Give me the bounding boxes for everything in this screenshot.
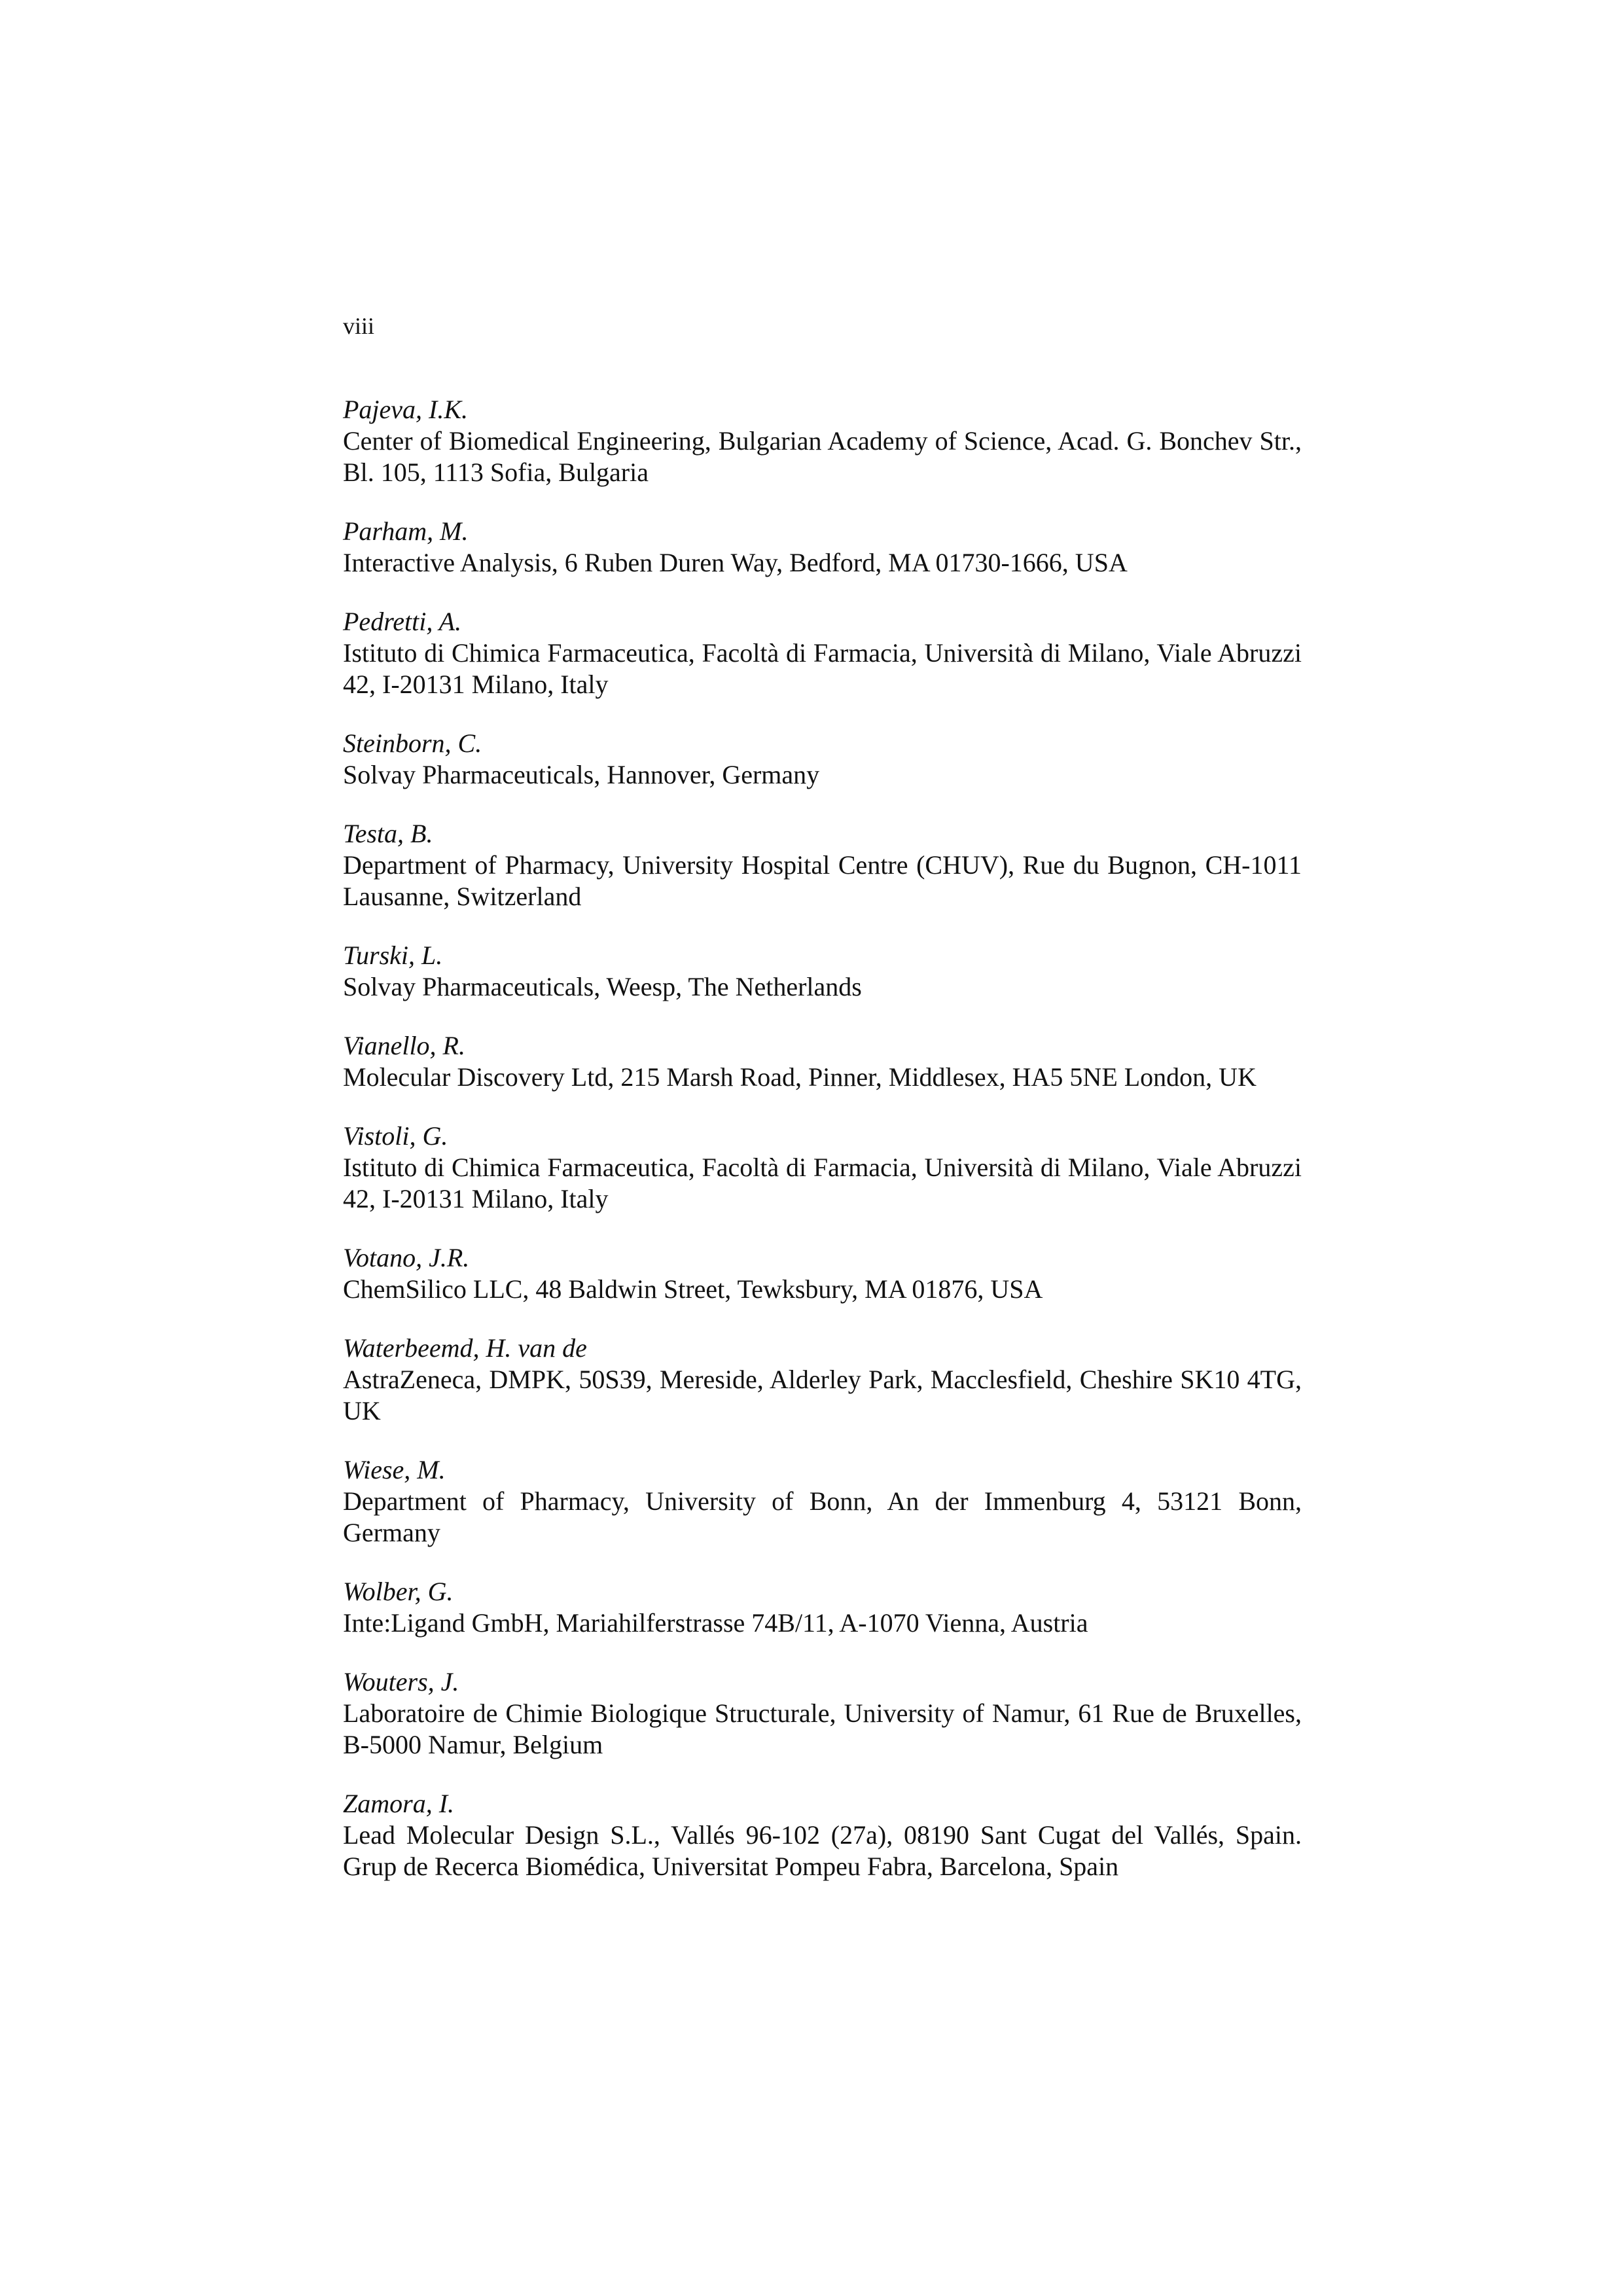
contributor-name: Steinborn, C. bbox=[343, 728, 482, 758]
page-number: viii bbox=[343, 313, 375, 339]
contributor-affiliation: Solvay Pharmaceuticals, Weesp, The Netherlands bbox=[343, 972, 862, 1001]
contributor-name: Wouters, J. bbox=[343, 1667, 459, 1696]
contributor-entry bbox=[343, 1666, 1302, 1761]
contributor-affiliation: Istituto di Chimica Farmaceutica, Facoltà di Farmacia, Università di Milano, Viale Abruzzi 42, I-20131 Milano, Italy bbox=[343, 1153, 1302, 1213]
contributor-entry bbox=[343, 606, 1302, 700]
contributor-name: Pajeva, I.K. bbox=[343, 395, 469, 424]
contributor-affiliation: Solvay Pharmaceuticals, Hannover, Germany bbox=[343, 760, 820, 789]
contributor-name: Votano, J.R. bbox=[343, 1243, 470, 1272]
contributor-affiliation: ChemSilico LLC, 48 Baldwin Street, Tewksbury, MA 01876, USA bbox=[343, 1274, 1043, 1304]
contributor-entry bbox=[343, 516, 1302, 579]
contributor-name: Testa, B. bbox=[343, 819, 433, 848]
contributor-entry bbox=[343, 1030, 1302, 1093]
contributor-entry bbox=[343, 1121, 1302, 1215]
contributor-affiliation: Center of Biomedical Engineering, Bulgarian Academy of Science, Acad. G. Bonchev Str., Bl. 105, 1113 Sofia, Bulgaria bbox=[343, 426, 1302, 487]
contributor-entry bbox=[343, 394, 1302, 488]
contributor-name: Parham, M. bbox=[343, 516, 469, 546]
contributor-name: Pedretti, A. bbox=[343, 607, 462, 636]
contributor-name: Zamora, I. bbox=[343, 1789, 455, 1818]
contributor-entry bbox=[343, 1333, 1302, 1427]
contributor-entry bbox=[343, 1242, 1302, 1305]
contributor-affiliation: Molecular Discovery Ltd, 215 Marsh Road, Pinner, Middlesex, HA5 5NE London, UK bbox=[343, 1062, 1257, 1092]
contributor-affiliation: Lead Molecular Design S.L., Vallés 96-102 (27a), 08190 Sant Cugat del Vallés, Spain. Grup de Recerca Biomédica, Universitat Pompeu Fabra, Barcelona, Spain bbox=[343, 1820, 1302, 1881]
contributor-entry bbox=[343, 1576, 1302, 1639]
contributor-affiliation: Interactive Analysis, 6 Ruben Duren Way, Bedford, MA 01730-1666, USA bbox=[343, 548, 1128, 577]
contributor-name: Waterbeemd, H. van de bbox=[343, 1333, 587, 1363]
contributor-name: Wiese, M. bbox=[343, 1455, 446, 1484]
contributor-entry bbox=[343, 818, 1302, 912]
contributor-entry bbox=[343, 1454, 1302, 1549]
contributor-affiliation: AstraZeneca, DMPK, 50S39, Mereside, Alderley Park, Macclesfield, Cheshire SK10 4TG, UK bbox=[343, 1365, 1302, 1426]
contributor-entry bbox=[343, 940, 1302, 1003]
contributor-list bbox=[343, 394, 1302, 1910]
contributor-affiliation: Department of Pharmacy, University of Bonn, An der Immenburg 4, 53121 Bonn, Germany bbox=[343, 1486, 1302, 1547]
contributor-affiliation: Inte:Ligand GmbH, Mariahilferstrasse 74B/11, A-1070 Vienna, Austria bbox=[343, 1608, 1088, 1638]
contributor-name: Vistoli, G. bbox=[343, 1121, 448, 1151]
contributor-name: Vianello, R. bbox=[343, 1031, 465, 1060]
contributor-affiliation: Laboratoire de Chimie Biologique Structurale, University of Namur, 61 Rue de Bruxelles, B-5000 Namur, Belgium bbox=[343, 1698, 1302, 1759]
contributor-name: Wolber, G. bbox=[343, 1577, 454, 1606]
contributor-entry bbox=[343, 1788, 1302, 1882]
contributor-name: Turski, L. bbox=[343, 941, 443, 970]
contributor-affiliation: Department of Pharmacy, University Hospital Centre (CHUV), Rue du Bugnon, CH-1011 Lausanne, Switzerland bbox=[343, 850, 1302, 911]
contributor-entry bbox=[343, 728, 1302, 791]
contributor-affiliation: Istituto di Chimica Farmaceutica, Facoltà di Farmacia, Università di Milano, Viale Abruzzi 42, I-20131 Milano, Italy bbox=[343, 638, 1302, 699]
